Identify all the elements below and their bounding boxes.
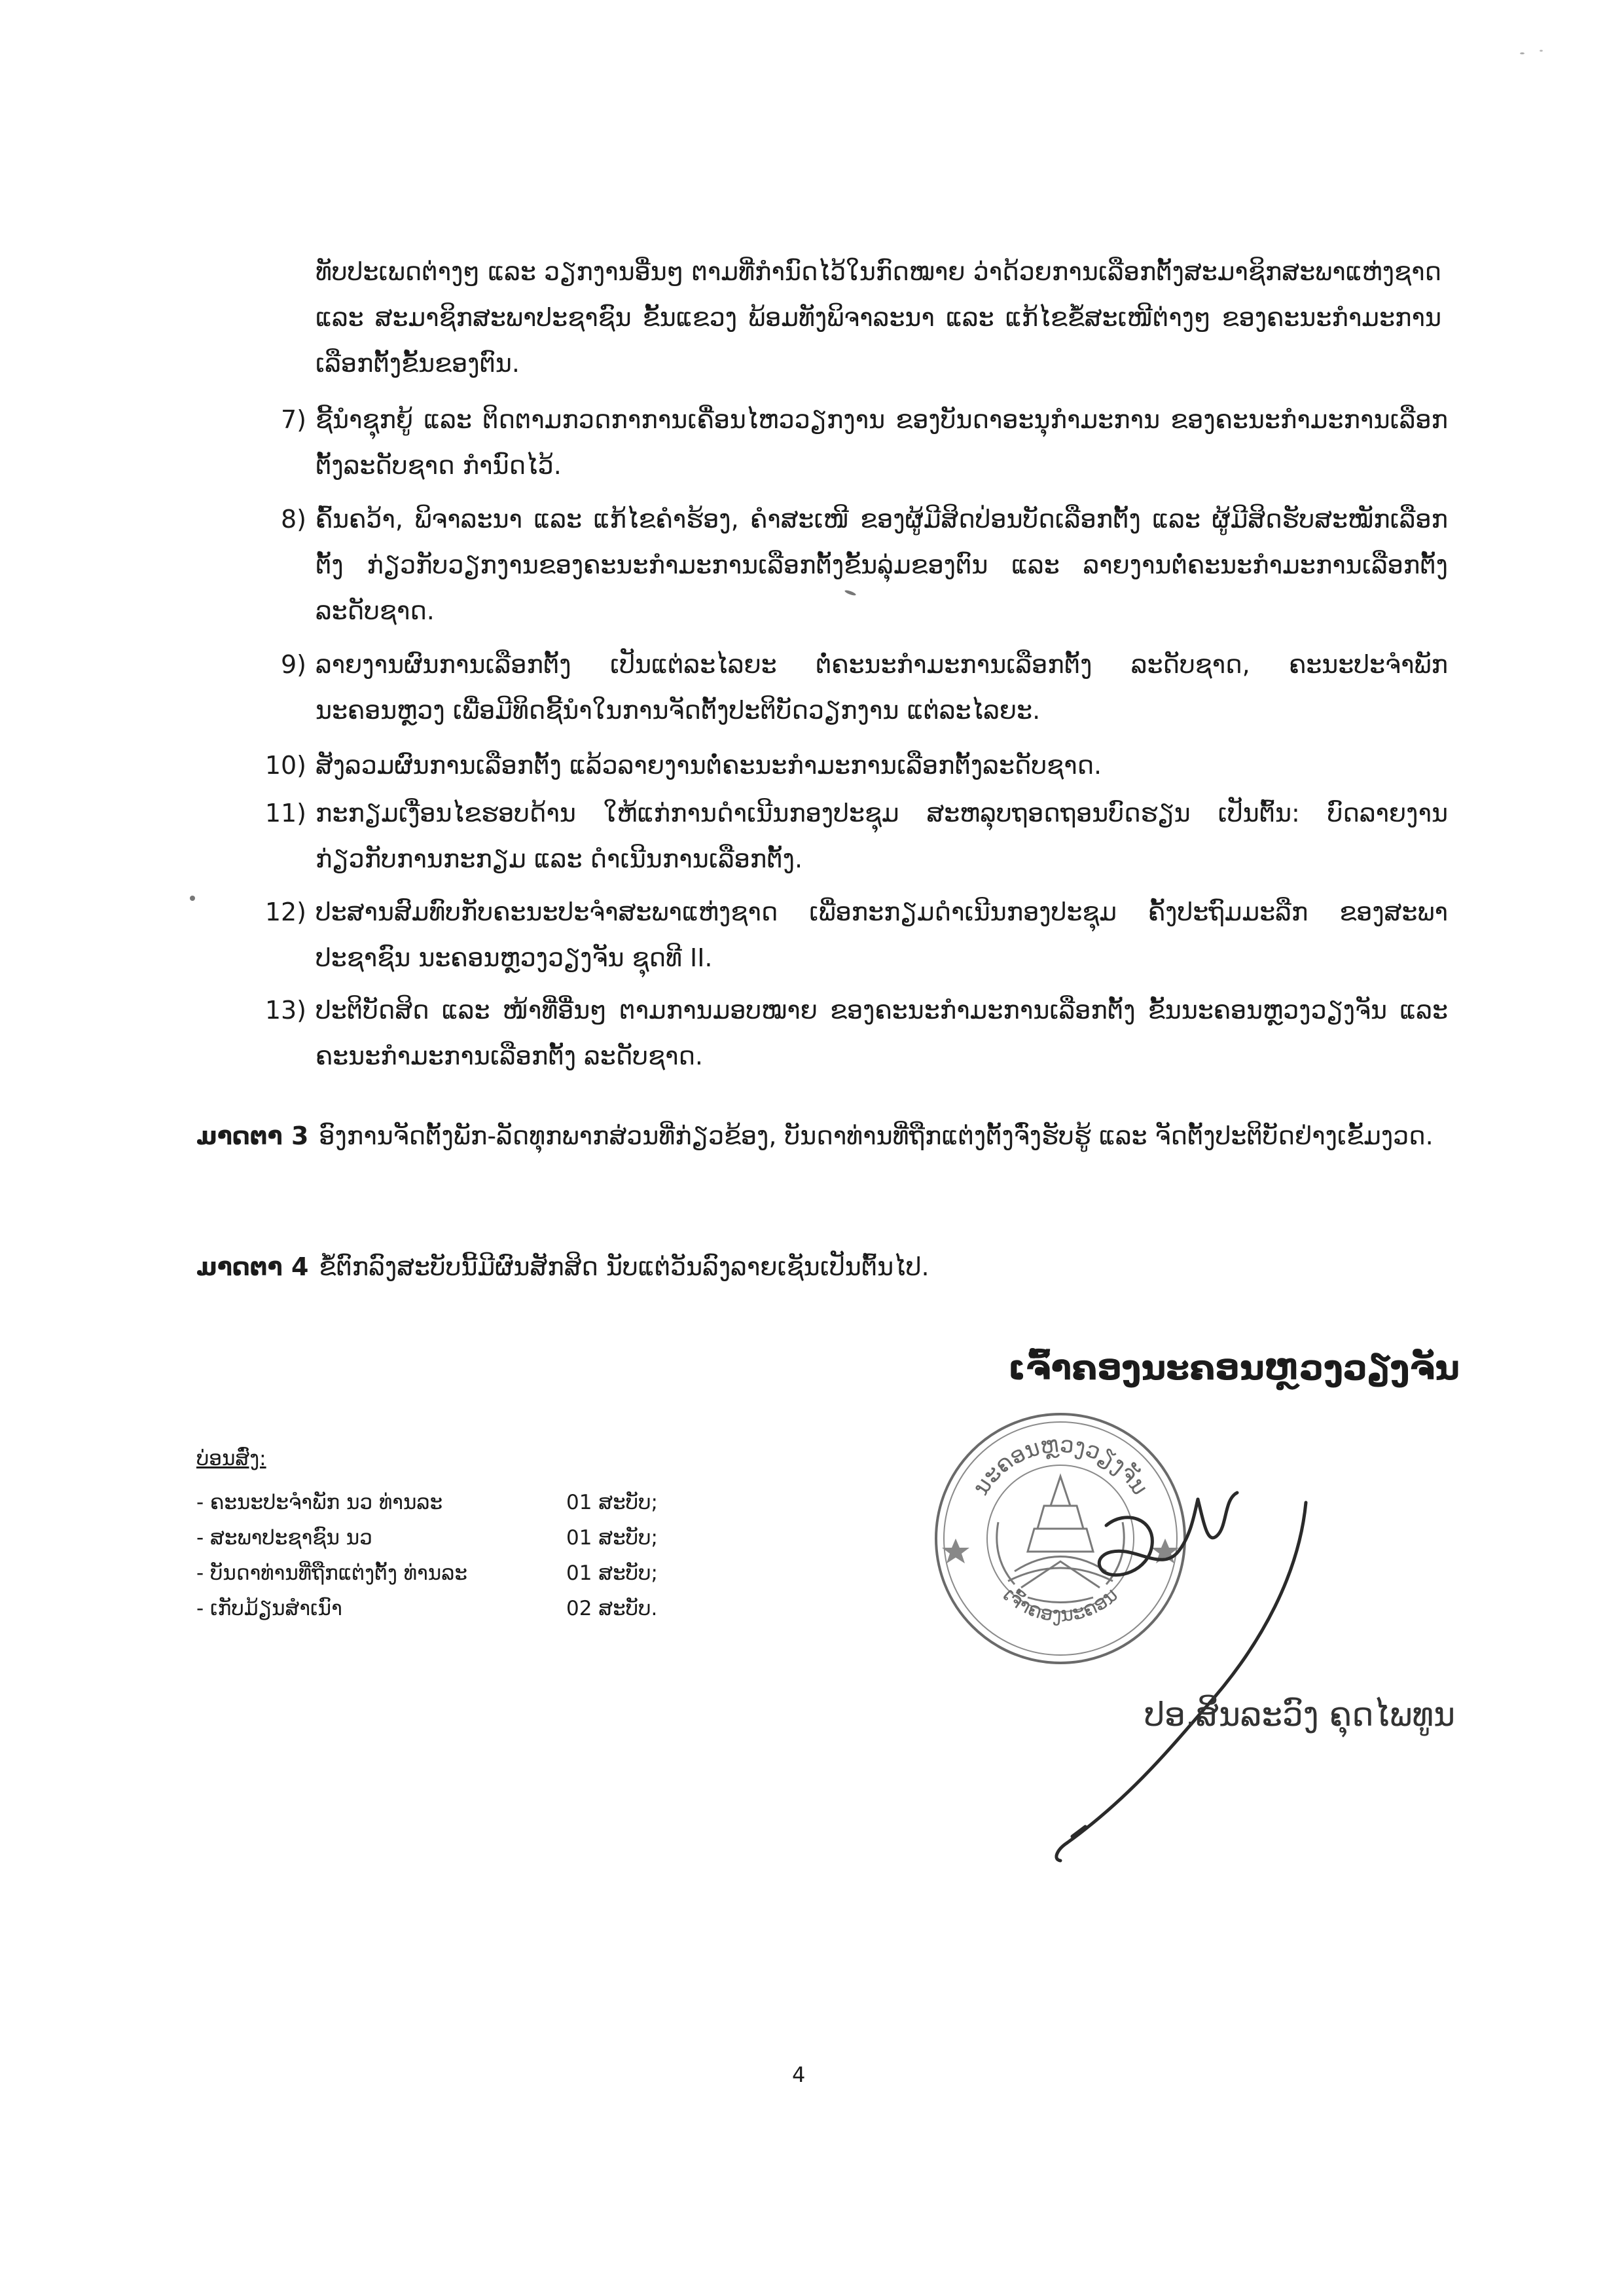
handwritten-signature — [969, 1473, 1512, 1866]
item-number: 10) — [264, 751, 306, 780]
article-3 — [196, 1113, 1460, 1159]
list-item-12 — [264, 889, 1448, 981]
item-text: ປະສານສົມທົບກັບຄະນະປະຈຳສະພາແຫ່ງຊາດ ເພື່ອກະກຽມດຳເນີນກອງປະຊຸມ ຄັ້ງປະຖົມມະລືກ ຂອງສະພາປະຊາຊົນ ນະຄອນຫຼວງວຽງຈັນ ຊຸດທີ II. — [316, 898, 1448, 972]
list-item — [196, 1520, 723, 1556]
article-label: ມາດຕາ 4 — [196, 1252, 309, 1281]
seal-bottom-text: ເຈົ້າຄອງນະຄອນ — [998, 1583, 1123, 1627]
scan-speck — [1520, 52, 1525, 54]
item-number: 11) — [264, 799, 306, 828]
list-item-13 — [264, 987, 1448, 1079]
item-text: ປະຕິບັດສິດ ແລະ ໜ້າທີ່ອື່ນໆ ຕາມການມອບໝາຍ ຂອງຄະນະກຳມະການເລືອກຕັ້ງ ຂັ້ນນະຄອນຫຼວງວຽງຈັນ ແລະ ຄະນະກຳມະການເລືອກຕັ້ງ ລະດັບຊາດ. — [316, 996, 1448, 1070]
list-item-11 — [264, 790, 1448, 882]
article-4 — [196, 1244, 1460, 1290]
list-item — [196, 1591, 723, 1626]
list-item — [196, 1485, 723, 1520]
scan-speck — [190, 896, 195, 901]
list-item-10 — [264, 742, 1448, 788]
list-item-7 — [280, 397, 1448, 488]
item-text: ສັງລວມຜົນການເລືອກຕັ້ງ ແລ້ວລາຍງານຕໍ່ຄະນະກຳມະການເລືອກຕັ້ງລະດັບຊາດ. — [316, 751, 1102, 780]
recipients-title: ບ່ອນສົ່ງ: — [196, 1447, 266, 1470]
item-number: 8) — [280, 505, 306, 534]
page-number: 4 — [792, 2062, 806, 2087]
recipient-quantity: 01 ສະບັບ; — [566, 1561, 658, 1585]
recipient-quantity: 01 ສະບັບ; — [566, 1526, 658, 1550]
list-item-9 — [280, 642, 1448, 733]
recipient-quantity: 01 ສະບັບ; — [566, 1491, 658, 1514]
intro-paragraph: ທັບປະເພດຕ່າງໆ ແລະ ວຽກງານອື່ນໆ ຕາມທີ່ກຳນົດໄວ້ໃນກົດໝາຍ ວ່າດ້ວຍການເລືອກຕັ້ງສະມາຊິກສະພາແຫ່ງຊາດ ແລະ ສະມາຊິກສະພາປະຊາຊົນ ຂັ້ນແຂວງ ພ້ອມທັງພິຈາລະນາ ແລະ ແກ້ໄຂຂໍ້ສະເໜີຕ່າງໆ ຂອງຄະນະກຳມະການເລືອກຕັ້ງຂັ້ນຂອງຕົນ. — [316, 257, 1441, 378]
article-text: ອົງການຈັດຕັ້ງພັກ-ລັດທຸກພາກສ່ວນທີ່ກ່ຽວຂ້ອງ, ບັນດາທ່ານທີ່ຖືກແຕ່ງຕັ້ງຈົ່ງຮັບຮູ້ ແລະ ຈັດຕັ້ງປະຕິບັດຢ່າງເຂັ້ມງວດ. — [319, 1121, 1434, 1150]
scan-speck — [1540, 50, 1543, 52]
seal-top-text: ນະຄອນຫຼວງວຽງຈັນ — [967, 1431, 1153, 1500]
item-text: ກະກຽມເງື່ອນໄຂຮອບດ້ານ ໃຫ້ແກ່ການດຳເນີນກອງປະຊຸມ ສະຫລຸບຖອດຖອນບົດຮຽນ ເປັນຕົ້ນ: ບົດລາຍງານກ່ຽວກັບການກະກຽມ ແລະ ດຳເນີນການເລືອກຕັ້ງ. — [316, 799, 1448, 873]
recipient-name: - ສະພາປະຊາຊົນ ນວ — [196, 1526, 372, 1550]
signer-name: ປອ.ສິນລະວົງ ຄຸດໄພທູນ — [1144, 1696, 1456, 1734]
list-item — [196, 1556, 723, 1591]
recipients-list — [196, 1447, 723, 1626]
item-number: 13) — [264, 996, 306, 1025]
signer-title: ເຈົ້າຄອງນະຄອນຫຼວງວຽງຈັນ — [1008, 1349, 1460, 1388]
item-text: ລາຍງານຜົນການເລືອກຕັ້ງ ເປັນແຕ່ລະໄລຍະ ຕໍ່ຄະນະກຳມະການເລືອກຕັ້ງ ລະດັບຊາດ, ຄະນະປະຈຳພັກນະຄອນຫຼວງ ເພື່ອມີທິດຊີ້ນຳໃນການຈັດຕັ້ງປະຕິບັດວຽກງານ ແຕ່ລະໄລຍະ. — [316, 650, 1448, 725]
list-item-8 — [280, 496, 1448, 634]
recipient-name: - ບັນດາທ່ານທີ່ຖືກແຕ່ງຕັ້ງ ທ່ານລະ — [196, 1561, 467, 1585]
item-text: ຊີ້ນຳຊຸກຍູ້ ແລະ ຕິດຕາມກວດກາການເຄື່ອນໄຫວວຽກງານ ຂອງບັນດາອະນຸກຳມະການ ຂອງຄະນະກຳມະການເລືອກຕັ້ງລະດັບຊາດ ກຳນົດໄວ້. — [316, 405, 1448, 480]
article-text: ຂໍ້ຕົກລົງສະບັບນີ້ມີຜົນສັກສິດ ນັບແຕ່ວັນລົງລາຍເຊັນເປັນຕົ້ນໄປ. — [319, 1252, 929, 1281]
recipient-name: - ເກັບມ້ຽນສຳເນົາ — [196, 1597, 342, 1620]
item-number: 9) — [280, 650, 306, 679]
item-number: 7) — [280, 405, 306, 434]
recipient-name: - ຄະນະປະຈຳພັກ ນວ ທ່ານລະ — [196, 1491, 443, 1514]
article-label: ມາດຕາ 3 — [196, 1121, 309, 1150]
item-text: ຄົ້ນຄວ້າ, ພິຈາລະນາ ແລະ ແກ້ໄຂຄຳຮ້ອງ, ຄຳສະເໜີ ຂອງຜູ້ມີສິດປ່ອນບັດເລືອກຕັ້ງ ແລະ ຜູ້ມີສິດຮັບສະໝັກເລືອກຕັ້ງ ກ່ຽວກັບວຽກງານຂອງຄະນະກຳມະການເລືອກຕັ້ງຂັ້ນລຸ່ມຂອງຕົນ ແລະ ລາຍງານຕໍ່ຄະນະກຳມະການເລືອກຕັ້ງລະດັບຊາດ. — [316, 505, 1448, 625]
recipient-quantity: 02 ສະບັບ. — [566, 1597, 658, 1620]
item-number: 12) — [264, 898, 306, 926]
